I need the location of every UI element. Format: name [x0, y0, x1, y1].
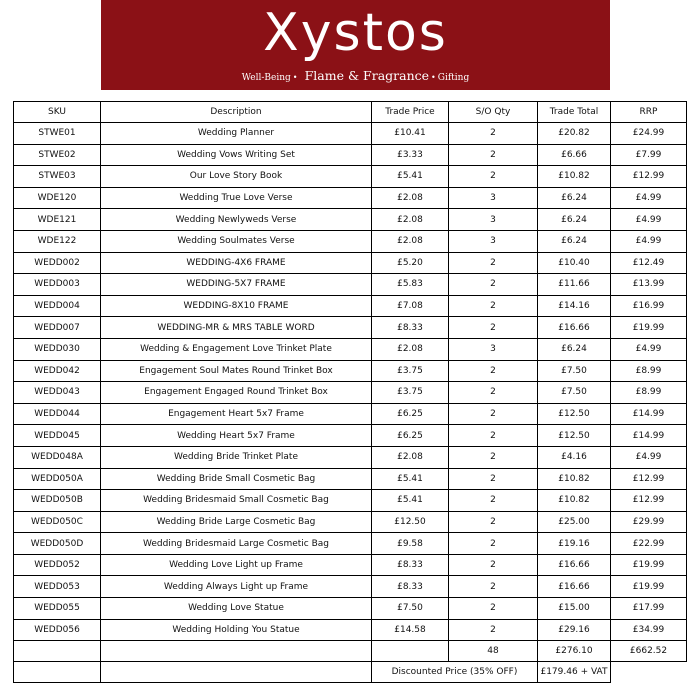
table-row [14, 468, 687, 490]
cell-description: Wedding Newlyweds Verse [101, 209, 372, 231]
cell-sku: WEDD045 [14, 425, 101, 447]
cell-trade-price: £2.08 [372, 209, 449, 231]
cell-trade-total: £10.82 [538, 490, 611, 512]
cell-rrp: £19.99 [611, 576, 687, 598]
header-trade-total: Trade Total [538, 102, 611, 123]
brand-tagline [101, 65, 610, 84]
header-description: Description [101, 102, 372, 123]
cell-so-qty: 3 [449, 338, 538, 360]
total-qty: 48 [449, 641, 538, 662]
cell-rrp: £8.99 [611, 360, 687, 382]
cell-sku: WEDD050C [14, 511, 101, 533]
table-row [14, 554, 687, 576]
table-row [14, 166, 687, 188]
cell-sku: WEDD055 [14, 598, 101, 620]
cell-rrp: £16.99 [611, 295, 687, 317]
cell-rrp: £17.99 [611, 598, 687, 620]
cell-trade-total: £6.66 [538, 144, 611, 166]
cell-trade-price: £2.08 [372, 230, 449, 252]
table-footer [14, 641, 687, 683]
cell-trade-price: £6.25 [372, 425, 449, 447]
discount-spacer [101, 662, 372, 683]
cell-rrp: £12.99 [611, 166, 687, 188]
table-row [14, 446, 687, 468]
cell-description: Our Love Story Book [101, 166, 372, 188]
cell-description: Wedding Bridesmaid Small Cosmetic Bag [101, 490, 372, 512]
cell-so-qty: 2 [449, 123, 538, 145]
table-row [14, 230, 687, 252]
cell-sku: WEDD056 [14, 619, 101, 641]
cell-description: Wedding Bride Small Cosmetic Bag [101, 468, 372, 490]
cell-rrp: £13.99 [611, 274, 687, 296]
cell-so-qty: 2 [449, 619, 538, 641]
discount-spacer [611, 662, 687, 683]
cell-trade-price: £7.08 [372, 295, 449, 317]
cell-rrp: £34.99 [611, 619, 687, 641]
cell-trade-total: £16.66 [538, 576, 611, 598]
cell-sku: WDE122 [14, 230, 101, 252]
cell-so-qty: 2 [449, 360, 538, 382]
cell-sku: WDE121 [14, 209, 101, 231]
cell-sku: WEDD030 [14, 338, 101, 360]
cell-so-qty: 2 [449, 252, 538, 274]
bullet-icon: • [431, 73, 436, 82]
cell-trade-price: £5.41 [372, 166, 449, 188]
cell-trade-price: £9.58 [372, 533, 449, 555]
cell-trade-total: £6.24 [538, 338, 611, 360]
cell-so-qty: 2 [449, 598, 538, 620]
cell-trade-total: £16.66 [538, 317, 611, 339]
cell-trade-price: £10.41 [372, 123, 449, 145]
cell-trade-price: £3.33 [372, 144, 449, 166]
cell-trade-total: £7.50 [538, 360, 611, 382]
cell-trade-total: £25.00 [538, 511, 611, 533]
total-rrp: £662.52 [611, 641, 687, 662]
cell-description: WEDDING-4X6 FRAME [101, 252, 372, 274]
cell-so-qty: 2 [449, 511, 538, 533]
total-trade-total: £276.10 [538, 641, 611, 662]
table-row [14, 360, 687, 382]
cell-description: Wedding Love Statue [101, 598, 372, 620]
cell-trade-price: £3.75 [372, 382, 449, 404]
cell-sku: WEDD042 [14, 360, 101, 382]
cell-rrp: £8.99 [611, 382, 687, 404]
cell-trade-total: £14.16 [538, 295, 611, 317]
totals-spacer [372, 641, 449, 662]
tagline-wellbeing: Well-Being [241, 73, 291, 83]
cell-so-qty: 2 [449, 274, 538, 296]
table-row [14, 317, 687, 339]
cell-trade-price: £8.33 [372, 317, 449, 339]
discount-value: £179.46 + VAT [538, 662, 611, 683]
cell-trade-price: £8.33 [372, 554, 449, 576]
table-row [14, 511, 687, 533]
discount-spacer [14, 662, 101, 683]
cell-description: WEDDING-5X7 FRAME [101, 274, 372, 296]
cell-description: WEDDING-MR & MRS TABLE WORD [101, 317, 372, 339]
cell-so-qty: 2 [449, 382, 538, 404]
totals-spacer [101, 641, 372, 662]
table-row [14, 598, 687, 620]
table-row [14, 425, 687, 447]
cell-so-qty: 2 [449, 446, 538, 468]
cell-description: Engagement Heart 5x7 Frame [101, 403, 372, 425]
header-sku: SKU [14, 102, 101, 123]
cell-description: Wedding Planner [101, 123, 372, 145]
cell-trade-price: £8.33 [372, 576, 449, 598]
header-rrp: RRP [611, 102, 687, 123]
cell-description: Wedding Bride Large Cosmetic Bag [101, 511, 372, 533]
cell-rrp: £12.99 [611, 468, 687, 490]
cell-rrp: £19.99 [611, 317, 687, 339]
cell-rrp: £4.99 [611, 187, 687, 209]
product-table [13, 101, 687, 683]
cell-description: Wedding Always Light up Frame [101, 576, 372, 598]
cell-trade-price: £2.08 [372, 446, 449, 468]
cell-so-qty: 2 [449, 295, 538, 317]
header-so-qty: S/O Qty [449, 102, 538, 123]
cell-description: Wedding Bridesmaid Large Cosmetic Bag [101, 533, 372, 555]
cell-sku: WEDD050A [14, 468, 101, 490]
cell-rrp: £4.99 [611, 446, 687, 468]
cell-trade-price: £5.41 [372, 468, 449, 490]
cell-trade-total: £11.66 [538, 274, 611, 296]
cell-sku: WEDD048A [14, 446, 101, 468]
cell-so-qty: 2 [449, 144, 538, 166]
cell-description: Engagement Engaged Round Trinket Box [101, 382, 372, 404]
cell-rrp: £4.99 [611, 230, 687, 252]
cell-so-qty: 2 [449, 533, 538, 555]
cell-trade-total: £6.24 [538, 187, 611, 209]
cell-trade-price: £12.50 [372, 511, 449, 533]
cell-sku: STWE03 [14, 166, 101, 188]
totals-row [14, 641, 687, 662]
cell-rrp: £14.99 [611, 425, 687, 447]
cell-sku: WEDD053 [14, 576, 101, 598]
brand-logo: Xystos [263, 3, 448, 63]
cell-sku: WEDD052 [14, 554, 101, 576]
table-row [14, 382, 687, 404]
cell-trade-price: £7.50 [372, 598, 449, 620]
tagline-gifting: Gifting [437, 73, 470, 83]
cell-trade-total: £7.50 [538, 382, 611, 404]
table-row [14, 338, 687, 360]
cell-so-qty: 3 [449, 230, 538, 252]
cell-trade-total: £10.82 [538, 166, 611, 188]
cell-description: Wedding & Engagement Love Trinket Plate [101, 338, 372, 360]
cell-sku: WEDD050D [14, 533, 101, 555]
cell-rrp: £29.99 [611, 511, 687, 533]
header-row [14, 102, 687, 123]
table-row [14, 295, 687, 317]
cell-rrp: £14.99 [611, 403, 687, 425]
brand-banner [101, 0, 610, 90]
cell-trade-total: £15.00 [538, 598, 611, 620]
table-row [14, 403, 687, 425]
cell-rrp: £12.99 [611, 490, 687, 512]
cell-sku: STWE01 [14, 123, 101, 145]
table-row [14, 490, 687, 512]
cell-trade-total: £29.16 [538, 619, 611, 641]
table-row [14, 533, 687, 555]
cell-sku: WDE120 [14, 187, 101, 209]
cell-so-qty: 3 [449, 187, 538, 209]
cell-rrp: £24.99 [611, 123, 687, 145]
cell-description: Wedding True Love Verse [101, 187, 372, 209]
cell-so-qty: 2 [449, 425, 538, 447]
cell-trade-price: £6.25 [372, 403, 449, 425]
cell-trade-price: £5.20 [372, 252, 449, 274]
cell-rrp: £19.99 [611, 554, 687, 576]
bullet-icon: • [292, 73, 298, 82]
discount-label: Discounted Price (35% OFF) [372, 662, 538, 683]
cell-sku: WEDD043 [14, 382, 101, 404]
cell-sku: WEDD050B [14, 490, 101, 512]
cell-trade-price: £3.75 [372, 360, 449, 382]
discount-row [14, 662, 687, 683]
table-header [14, 102, 687, 123]
cell-so-qty: 2 [449, 317, 538, 339]
cell-sku: STWE02 [14, 144, 101, 166]
cell-trade-total: £20.82 [538, 123, 611, 145]
cell-description: Wedding Holding You Statue [101, 619, 372, 641]
cell-trade-price: £14.58 [372, 619, 449, 641]
cell-trade-total: £4.16 [538, 446, 611, 468]
table-body [14, 123, 687, 641]
cell-trade-total: £16.66 [538, 554, 611, 576]
table-row [14, 209, 687, 231]
table-row [14, 123, 687, 145]
cell-rrp: £22.99 [611, 533, 687, 555]
cell-trade-total: £6.24 [538, 230, 611, 252]
table-row [14, 252, 687, 274]
cell-rrp: £4.99 [611, 338, 687, 360]
tagline-flame-fragrance: Flame & Fragrance [304, 68, 430, 83]
cell-trade-total: £6.24 [538, 209, 611, 231]
cell-trade-total: £10.40 [538, 252, 611, 274]
cell-trade-price: £5.41 [372, 490, 449, 512]
table-row [14, 576, 687, 598]
table-row [14, 619, 687, 641]
cell-description: Wedding Soulmates Verse [101, 230, 372, 252]
cell-sku: WEDD004 [14, 295, 101, 317]
cell-so-qty: 2 [449, 166, 538, 188]
cell-description: Wedding Bride Trinket Plate [101, 446, 372, 468]
cell-description: Wedding Vows Writing Set [101, 144, 372, 166]
cell-so-qty: 2 [449, 554, 538, 576]
cell-trade-total: £12.50 [538, 403, 611, 425]
table-row [14, 187, 687, 209]
cell-trade-price: £2.08 [372, 187, 449, 209]
table-row [14, 274, 687, 296]
cell-description: Engagement Soul Mates Round Trinket Box [101, 360, 372, 382]
cell-trade-total: £10.82 [538, 468, 611, 490]
cell-sku: WEDD007 [14, 317, 101, 339]
cell-sku: WEDD044 [14, 403, 101, 425]
cell-so-qty: 2 [449, 576, 538, 598]
cell-description: Wedding Heart 5x7 Frame [101, 425, 372, 447]
cell-description: Wedding Love Light up Frame [101, 554, 372, 576]
totals-spacer [14, 641, 101, 662]
cell-trade-price: £5.83 [372, 274, 449, 296]
cell-so-qty: 3 [449, 209, 538, 231]
cell-rrp: £7.99 [611, 144, 687, 166]
cell-so-qty: 2 [449, 468, 538, 490]
header-trade-price: Trade Price [372, 102, 449, 123]
cell-trade-price: £2.08 [372, 338, 449, 360]
cell-trade-total: £19.16 [538, 533, 611, 555]
table-row [14, 144, 687, 166]
cell-sku: WEDD003 [14, 274, 101, 296]
cell-rrp: £4.99 [611, 209, 687, 231]
cell-sku: WEDD002 [14, 252, 101, 274]
cell-so-qty: 2 [449, 490, 538, 512]
cell-rrp: £12.49 [611, 252, 687, 274]
cell-trade-total: £12.50 [538, 425, 611, 447]
cell-description: WEDDING-8X10 FRAME [101, 295, 372, 317]
cell-so-qty: 2 [449, 403, 538, 425]
